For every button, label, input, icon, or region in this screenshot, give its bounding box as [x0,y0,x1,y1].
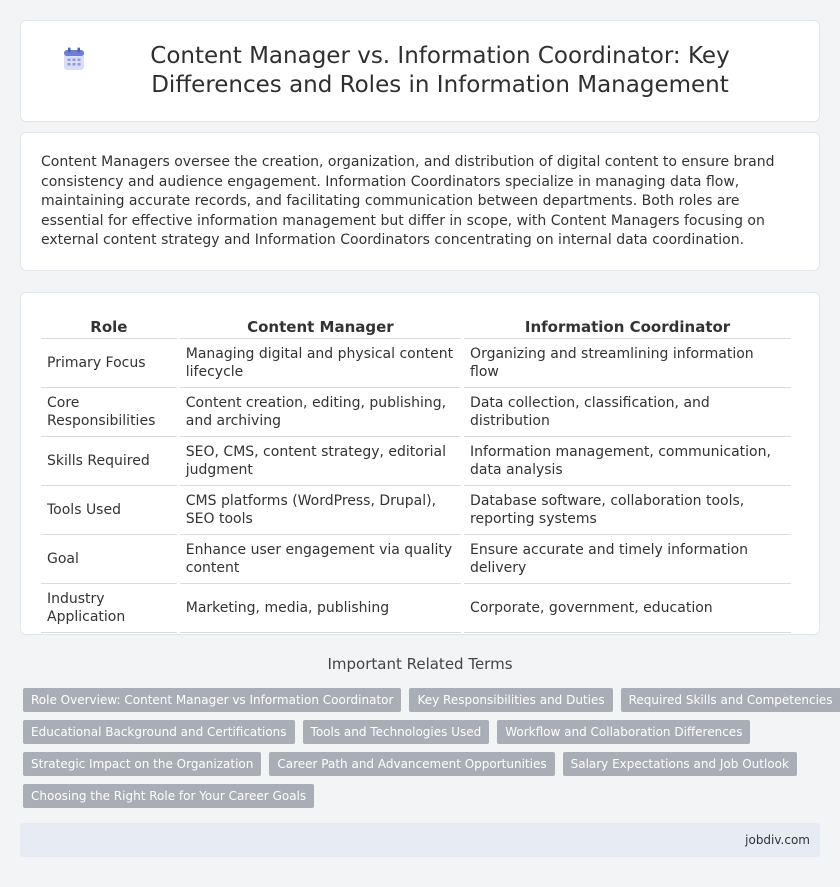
row-label: Goal [41,535,177,584]
related-term-tag[interactable]: Choosing the Right Role for Your Career Goals [23,784,314,808]
intro-paragraph: Content Managers oversee the creation, organization, and distribution of digital content to ensure brand consistency and audience engagement. Information Coordinators specialize in managing data flow, maintaining accurate records, and facilitating communication between departments. Both roles are essential for effective information management but differ in scope, with Content Managers focusing on external content strategy and Information Coordinators concentrating on internal data coordination. [41,154,775,249]
content-manager-cell: CMS platforms (WordPress, Drupal), SEO tools [180,486,461,535]
content-manager-cell: Content creation, editing, publishing, and archiving [180,388,461,437]
content-manager-cell: Marketing, media, publishing [180,584,461,633]
related-term-tag[interactable]: Educational Background and Certifications [23,720,295,744]
table-row [41,486,791,535]
related-terms-heading: Important Related Terms [327,655,513,673]
content-manager-cell: SEO, CMS, content strategy, editorial judgment [180,437,461,486]
tag-row [23,688,833,712]
related-term-tag[interactable]: Role Overview: Content Manager vs Information Coordinator [23,688,401,712]
table-row [41,584,791,633]
information-coordinator-cell: Database software, collaboration tools, reporting systems [464,486,791,535]
footer-site-link[interactable]: jobdiv.com [745,833,810,847]
row-label: Core Responsibilities [41,388,177,437]
intro-card [20,132,820,271]
information-coordinator-cell: Information management, communication, data analysis [464,437,791,486]
footer [20,823,820,857]
title-wrap [61,42,779,100]
content-manager-cell: Managing digital and physical content lifecycle [180,339,461,388]
table-header-row [41,313,791,339]
column-header-content-manager: Content Manager [180,313,461,339]
comparison-table-card [20,292,820,635]
related-term-tag[interactable]: Career Path and Advancement Opportunities [269,752,554,776]
information-coordinator-cell: Data collection, classification, and distribution [464,388,791,437]
column-header-information-coordinator: Information Coordinator [464,313,791,339]
related-term-tag[interactable]: Salary Expectations and Job Outlook [563,752,797,776]
table-row [41,535,791,584]
tag-row [23,752,823,776]
related-term-tag[interactable]: Strategic Impact on the Organization [23,752,261,776]
column-header-role: Role [41,313,177,339]
document-icon [61,46,87,72]
comparison-table [38,313,794,633]
information-coordinator-cell: Organizing and streamlining information flow [464,339,791,388]
tag-row [23,784,823,808]
row-label: Industry Application [41,584,177,633]
table-row [41,339,791,388]
row-label: Tools Used [41,486,177,535]
information-coordinator-cell: Ensure accurate and timely information delivery [464,535,791,584]
related-term-tag[interactable]: Key Responsibilities and Duties [409,688,612,712]
tag-row [23,720,823,744]
page-title: Content Manager vs. Information Coordinator: Key Differences and Roles in Information Management [150,43,730,98]
information-coordinator-cell: Corporate, government, education [464,584,791,633]
related-term-tag[interactable]: Required Skills and Competencies [621,688,840,712]
row-label: Primary Focus [41,339,177,388]
table-row [41,437,791,486]
content-manager-cell: Enhance user engagement via quality content [180,535,461,584]
related-term-tag[interactable]: Workflow and Collaboration Differences [497,720,750,744]
related-terms-tags [23,688,833,816]
header-card [20,20,820,122]
row-label: Skills Required [41,437,177,486]
related-term-tag[interactable]: Tools and Technologies Used [303,720,490,744]
table-row [41,388,791,437]
